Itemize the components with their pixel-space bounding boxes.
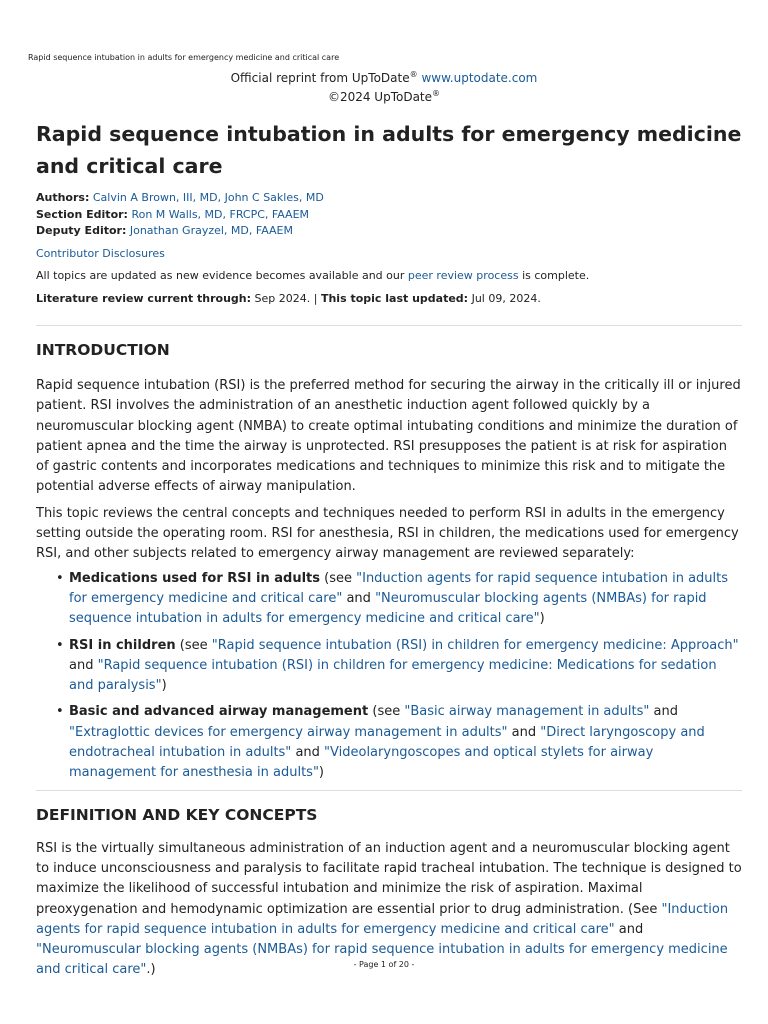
contributor-disclosures-link[interactable]: Contributor Disclosures bbox=[36, 246, 165, 260]
registered-mark: ® bbox=[409, 70, 418, 79]
bullet-title: Medications used for RSI in adults bbox=[69, 570, 320, 586]
running-header: Rapid sequence intubation in adults for emergency medicine and critical care bbox=[28, 53, 340, 62]
and-text: and bbox=[295, 745, 320, 761]
bullet-title: Basic and advanced airway management bbox=[69, 704, 369, 720]
update-note-suffix: is complete. bbox=[522, 269, 590, 282]
review-dates bbox=[36, 291, 742, 308]
page-footer: - Page 1 of 20 - bbox=[353, 960, 415, 969]
divider bbox=[36, 790, 742, 791]
topic-link[interactable]: "Induction agents for rapid sequence intubation in adults for emergency medicine and critical care" bbox=[69, 570, 729, 606]
update-note-prefix: All topics are updated as new evidence becomes available and our bbox=[36, 269, 405, 282]
close-paren: ) bbox=[161, 678, 167, 694]
and-text: and bbox=[653, 704, 678, 720]
definition-text: RSI is the virtually simultaneous administration of an induction agent and a neuromuscular blocking agent to induce unconsciousness and paralysis to facilitate rapid tracheal intubation. The technique is designed to maximize the likelihood of successful intubation and minimize the risk of aspiration. Maximal preoxygenation and hemodynamic optimization are essential prior to drug administration. (See bbox=[36, 840, 742, 917]
article-meta bbox=[36, 190, 742, 307]
topic-link[interactable]: "Rapid sequence intubation (RSI) in children for emergency medicine: Approach" bbox=[211, 637, 739, 653]
and-text: and bbox=[511, 724, 537, 740]
topic-link[interactable]: "Direct laryngoscopy and endotracheal intubation in adults" bbox=[69, 724, 705, 761]
deputy-editor-link[interactable]: Jonathan Grayzel, MD, FAAEM bbox=[129, 224, 293, 237]
page-title: Rapid sequence intubation in adults for emergency medicine and critical care bbox=[36, 122, 742, 178]
uptodate-site-link[interactable]: www.uptodate.com bbox=[421, 71, 538, 85]
and-text: and bbox=[618, 921, 644, 937]
see-text: (see bbox=[324, 570, 352, 586]
intro-paragraph-2: This topic reviews the central concepts and techniques needed to perform RSI in adults in the emergency setting outside the operating room. RSI for anesthesia, RSI in children, the medications used for emergency RSI, and other subjects related to emergency airway management are reviewed separately: bbox=[36, 505, 739, 562]
article-content bbox=[36, 118, 742, 981]
divider bbox=[36, 325, 742, 326]
reprint-line-2 bbox=[0, 86, 768, 105]
section-editor-label: Section Editor: bbox=[36, 207, 128, 221]
bullet-title: RSI in children bbox=[69, 637, 176, 653]
topic-link[interactable]: "Rapid sequence intubation (RSI) in children for emergency medicine: Medications for sedation and paralysis" bbox=[69, 657, 717, 694]
last-updated-value: Jul 09, 2024. bbox=[471, 291, 541, 305]
intro-paragraph-1: Rapid sequence intubation (RSI) is the preferred method for securing the airway in the critically ill or injured patient. RSI involves the administration of an anesthetic induction agent followed quickly by a neuromuscular blocking agent (NMBA) to create optimal intubating conditions and minimize the duration of patient apnea and the time the airway is unprotected. RSI presupposes the patient is at risk for aspiration of gastric contents and incorporates medications and techniques to minimize this risk and to mitigate the potential adverse effects of airway manipulation. bbox=[36, 378, 741, 495]
reprint-line-1 bbox=[0, 67, 768, 86]
see-text: (see bbox=[179, 637, 208, 653]
close-paren: .) bbox=[146, 962, 156, 978]
topic-link[interactable]: "Videolaryngoscopes and optical stylets for airway management for anesthesia in adults" bbox=[69, 745, 654, 781]
separator: | bbox=[313, 291, 318, 305]
definition-heading: DEFINITION AND KEY CONCEPTS bbox=[36, 805, 318, 824]
authors-link[interactable]: Calvin A Brown, III, MD, John C Sakles, MD bbox=[92, 191, 324, 204]
reprint-notice bbox=[0, 67, 768, 105]
list-item bbox=[69, 636, 742, 697]
deputy-editor-label: Deputy Editor: bbox=[36, 224, 127, 237]
and-text: and bbox=[346, 590, 371, 606]
topic-link[interactable]: "Neuromuscular blocking agents (NMBAs) for rapid sequence intubation in adults for emergency medicine and critical care" bbox=[69, 590, 707, 627]
topic-link[interactable]: "Neuromuscular blocking agents (NMBAs) for rapid sequence intubation in adults for emergency medicine and critical care" bbox=[36, 942, 728, 978]
and-text: and bbox=[69, 657, 94, 673]
last-updated-label: This topic last updated: bbox=[320, 291, 469, 305]
related-topics-list bbox=[36, 569, 742, 784]
topic-link[interactable]: "Induction agents for rapid sequence intubation in adults for emergency medicine and critical care" bbox=[36, 901, 729, 937]
copyright-text: ©2024 UpToDate bbox=[327, 90, 433, 104]
lit-review-value: Sep 2024. bbox=[254, 291, 311, 305]
authors-row bbox=[36, 190, 742, 207]
introduction-heading: INTRODUCTION bbox=[36, 341, 170, 359]
update-note bbox=[36, 268, 742, 285]
see-text: (see bbox=[372, 704, 401, 720]
registered-mark-2: ® bbox=[432, 89, 441, 98]
close-paren: ) bbox=[318, 765, 324, 781]
list-item bbox=[69, 702, 742, 783]
topic-link[interactable]: "Extraglottic devices for emergency airway management in adults" bbox=[69, 724, 508, 740]
topic-link[interactable]: "Basic airway management in adults" bbox=[404, 704, 650, 720]
reprint-prefix: Official reprint from UpToDate bbox=[230, 71, 410, 85]
close-paren: ) bbox=[539, 611, 545, 627]
section-editor-link[interactable]: Ron M Walls, MD, FRCPC, FAAEM bbox=[131, 207, 310, 221]
peer-review-link[interactable]: peer review process bbox=[407, 269, 519, 282]
authors-label: Authors: bbox=[36, 191, 90, 204]
list-item bbox=[69, 569, 742, 630]
section-editor-row bbox=[36, 207, 742, 224]
lit-review-label: Literature review current through: bbox=[36, 291, 252, 305]
deputy-editor-row bbox=[36, 223, 742, 240]
